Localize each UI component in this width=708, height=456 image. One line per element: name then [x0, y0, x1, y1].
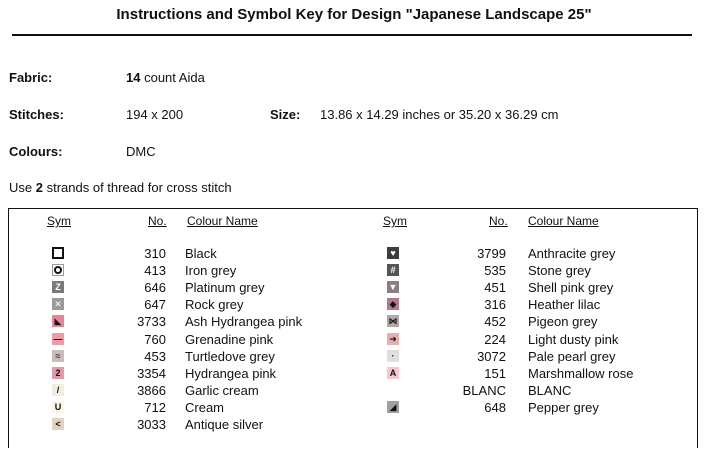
colour-number: 316: [484, 297, 506, 313]
colour-number: 760: [144, 331, 166, 347]
arrow-icon: ➔: [387, 333, 399, 345]
colour-name: BLANC: [528, 382, 572, 398]
key-row: [0, 366, 708, 383]
thread-note: [9, 180, 232, 195]
colour-name: Heather lilac: [528, 297, 601, 313]
colour-number: 310: [144, 246, 166, 261]
stitches-label: Stitches:: [9, 107, 64, 122]
colour-number: 646: [144, 280, 166, 296]
key-row: [0, 246, 708, 263]
colour-number: 3733: [137, 314, 166, 330]
key-row: [0, 383, 708, 400]
strand-count: 2: [35, 180, 43, 195]
colour-name: Stone grey: [528, 263, 591, 279]
colour-name: Hydrangea pink: [185, 365, 277, 381]
key-row: [0, 280, 708, 297]
colour-number: 3799: [477, 246, 506, 261]
diamond-icon: ◆: [387, 298, 399, 310]
key-row: [0, 332, 708, 349]
slash-icon: /: [52, 384, 64, 396]
heart-icon: ♥: [387, 247, 399, 259]
colour-number: 453: [144, 348, 166, 364]
fabric-count: 14: [126, 70, 141, 85]
two-icon: 2: [52, 367, 64, 379]
colour-number: 3072: [477, 348, 506, 364]
colour-number: 413: [144, 263, 166, 279]
colours-label: Colours:: [9, 144, 63, 159]
colour-name: Pigeon grey: [528, 314, 598, 330]
corner-triangle-icon: ◢: [387, 401, 399, 413]
title-underline: [12, 34, 692, 36]
header-sym-left: Sym: [47, 214, 71, 228]
colour-name: Shell pink grey: [528, 280, 614, 296]
colour-number: 151: [484, 365, 506, 381]
u-icon: U: [52, 401, 64, 413]
colour-name: Ash Hydrangea pink: [185, 314, 303, 330]
a-icon: A: [387, 367, 399, 379]
bowtie-icon: ⋈: [388, 316, 398, 327]
header-no-right: No.: [489, 214, 508, 228]
colour-number: 535: [484, 263, 506, 279]
colour-name: Antique silver: [185, 417, 264, 432]
colour-number: 647: [144, 297, 166, 313]
colour-number: 3033: [137, 417, 166, 432]
fabric-label: Fabric:: [9, 70, 53, 85]
less-than-icon: <: [52, 418, 64, 430]
colour-name: Iron grey: [185, 263, 237, 279]
colour-name: Pepper grey: [528, 399, 599, 415]
colour-number: BLANC: [462, 382, 506, 398]
fabric-value: [126, 70, 205, 85]
colour-name: Rock grey: [185, 297, 244, 313]
stitches-value: 194 x 200: [126, 107, 184, 122]
colour-number: 224: [484, 331, 506, 347]
hatch-icon: ≈: [52, 350, 64, 362]
header-sym-right: Sym: [383, 214, 407, 228]
colour-name: Garlic cream: [185, 382, 259, 398]
colour-number: 648: [484, 399, 506, 415]
colour-number: 712: [144, 399, 166, 415]
key-row: [0, 297, 708, 314]
colour-name: Platinum grey: [185, 280, 265, 296]
blank-icon: [387, 384, 399, 396]
colour-name: Anthracite grey: [528, 246, 616, 261]
colour-name: Cream: [185, 399, 225, 415]
colour-number: 452: [484, 314, 506, 330]
note-prefix: Use: [9, 180, 33, 195]
key-row: [0, 417, 708, 434]
colours-value: DMC: [126, 144, 156, 159]
header-no-left: No.: [148, 214, 167, 228]
colour-number: 3354: [137, 365, 166, 381]
colour-name: Black: [185, 246, 217, 261]
header-name-left: Colour Name: [187, 214, 258, 228]
size-label: Size:: [270, 107, 301, 122]
hash-icon: #: [387, 264, 399, 276]
size-value: 13.86 x 14.29 inches or 35.20 x 36.29 cm: [320, 107, 559, 122]
key-row: [0, 314, 708, 331]
colour-name: Marshmallow rose: [528, 365, 634, 381]
note-suffix: strands of thread for cross stitch: [46, 180, 232, 195]
colour-name: Turtledove grey: [185, 348, 275, 364]
dash-icon: —: [53, 333, 63, 344]
fabric-type: count Aida: [144, 70, 205, 85]
colour-name: Grenadine pink: [185, 331, 274, 347]
page-title: Instructions and Symbol Key for Design "Japanese Landscape 25": [116, 6, 592, 23]
colour-number: 451: [484, 280, 506, 296]
header-name-right: Colour Name: [528, 214, 599, 228]
key-row: [0, 400, 708, 417]
triangle-corner-icon: ◣: [52, 315, 64, 327]
colour-name: Light dusty pink: [528, 331, 619, 347]
dot-icon: ·: [387, 350, 399, 362]
key-row: [0, 263, 708, 280]
x-icon: ✕: [52, 298, 64, 310]
key-row: [0, 349, 708, 366]
down-triangle-icon: ▼: [388, 282, 398, 293]
colour-number: 3866: [137, 382, 166, 398]
colour-name: Pale pearl grey: [528, 348, 616, 364]
z-icon: Z: [52, 281, 64, 293]
